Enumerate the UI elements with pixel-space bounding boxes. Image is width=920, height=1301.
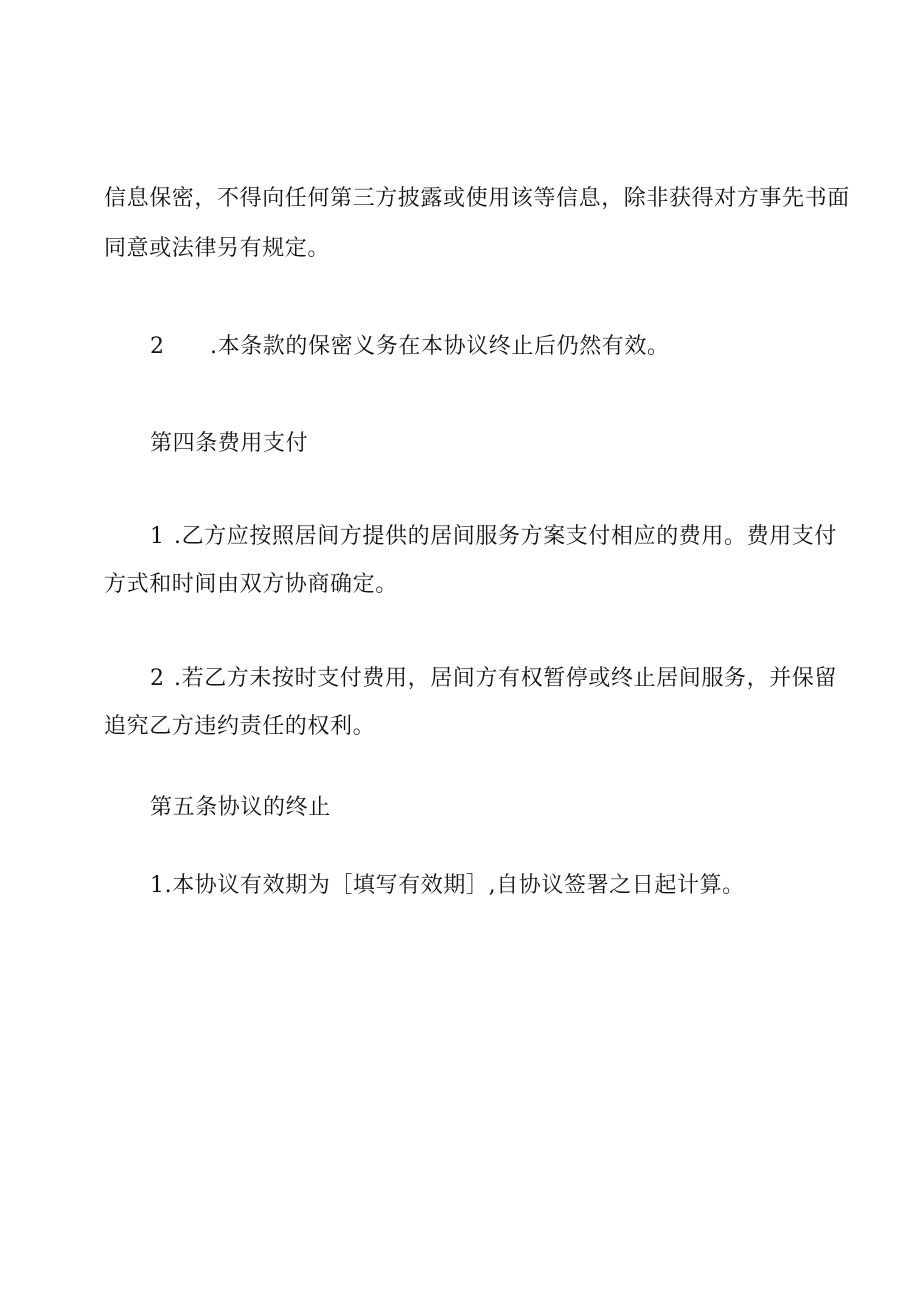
item-text: .乙方应按照居间方提供的居间服务方案支付相应的费用。费用支付	[174, 524, 837, 549]
paragraph-line: 同意或法律另有规定。	[104, 236, 331, 261]
numbered-item	[150, 332, 670, 362]
item-text: .本条款的保密义务在本协议终止后仍然有效。	[210, 334, 670, 359]
paragraph-line: 信息保密，不得向任何第三方披露或使用该等信息，除非获得对方事先书面	[104, 186, 850, 211]
numbered-item: 1.本协议有效期为［填写有效期］,自协议签署之日起计算。	[150, 873, 745, 898]
numbered-item	[150, 522, 837, 552]
item-number: 2	[150, 666, 165, 691]
article-heading: 第四条费用支付	[150, 431, 309, 456]
article-heading: 第五条协议的终止	[150, 795, 331, 820]
item-number: 2	[150, 334, 165, 359]
paragraph-line: 追究乙方违约责任的权利。	[104, 714, 376, 739]
item-text: .若乙方未按时支付费用，居间方有权暂停或终止居间服务，并保留	[174, 666, 837, 691]
numbered-item	[150, 664, 837, 694]
item-number: 1	[150, 524, 165, 549]
paragraph-line: 方式和时间由双方协商确定。	[104, 572, 398, 597]
